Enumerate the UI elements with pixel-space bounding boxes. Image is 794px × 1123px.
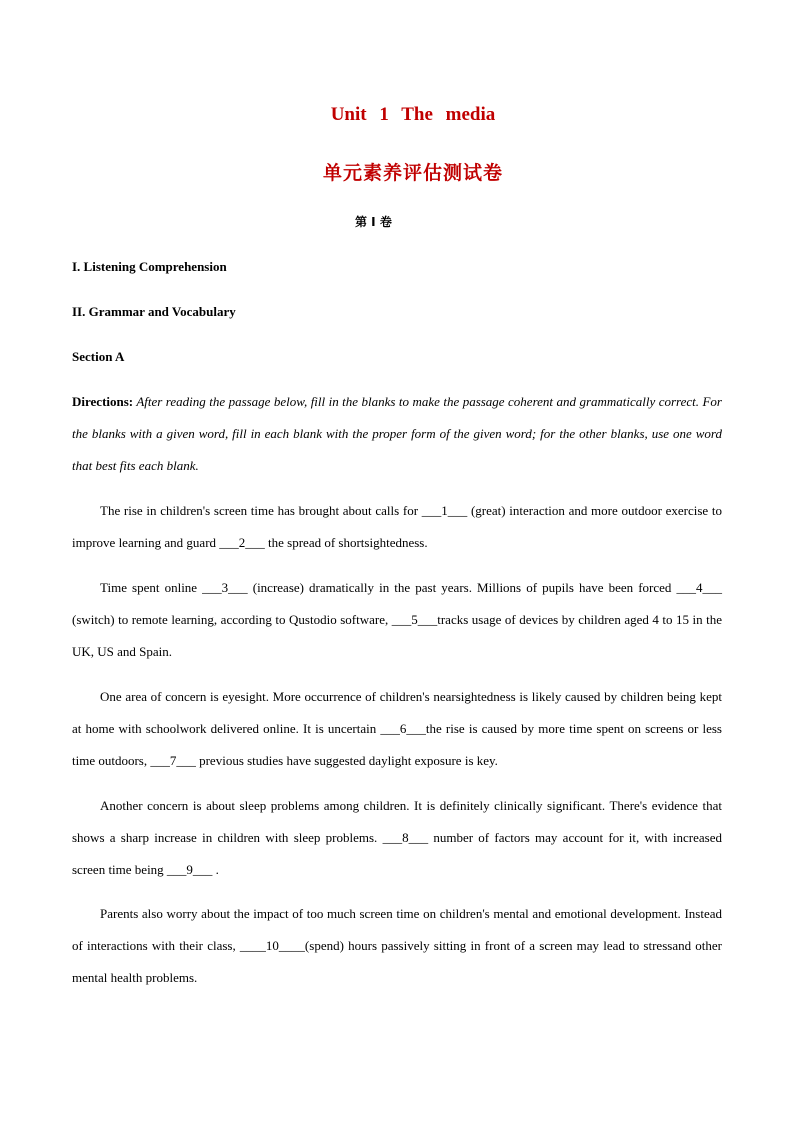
volume-label: 第 I 卷 — [355, 215, 392, 229]
directions-paragraph — [72, 386, 722, 482]
section-heading-listening: I. Listening Comprehension — [72, 259, 227, 274]
passage-paragraph-3: One area of concern is eyesight. More occurrence of children's nearsightedness is likely caused by children being kept at home with schoolwork delivered online. It is uncertain ___6___the rise is caused by more time spent on screens or less time outdoors, ___7___ previous studies have suggested daylight exposure is key. — [72, 689, 722, 768]
document-title: Unit 1 The media — [330, 104, 496, 125]
passage-paragraph-2: Time spent online ___3___ (increase) dramatically in the past years. Millions of pupils have been forced ___4___ (switch) to remote learning, according to Qustodio software, ___5___tracks usage of devices by children aged 4 to 15 in the UK, US and Spain. — [72, 580, 722, 659]
directions-label: Directions: — [72, 394, 134, 409]
section-heading-grammar: II. Grammar and Vocabulary — [72, 304, 236, 319]
passage-paragraph-1: The rise in children's screen time has brought about calls for ___1___ (great) interaction and more outdoor exercise to improve learning and guard ___2___ the spread of shortsightedness. — [72, 503, 722, 550]
section-heading-section-a: Section A — [72, 349, 125, 364]
passage-paragraph-5: Parents also worry about the impact of too much screen time on children's mental and emotional development. Instead of interactions with their class, ____10____(spend) hours passively sitting in front of a screen may lead to stressand other mental health problems. — [72, 906, 722, 985]
directions-text: After reading the passage below, fill in the blanks to make the passage coherent and grammatically correct. For the blanks with a given word, fill in each blank with the proper form of the given word; for the other blanks, use one word that best fits each blank. — [72, 394, 722, 473]
document-subtitle: 单元素养评估测试卷 — [322, 162, 503, 184]
passage-paragraph-4: Another concern is about sleep problems among children. It is definitely clinically significant. There's evidence that shows a sharp increase in children with sleep problems. ___8___ number of factors may account for it, with increased screen time being ___9___ . — [72, 798, 722, 877]
